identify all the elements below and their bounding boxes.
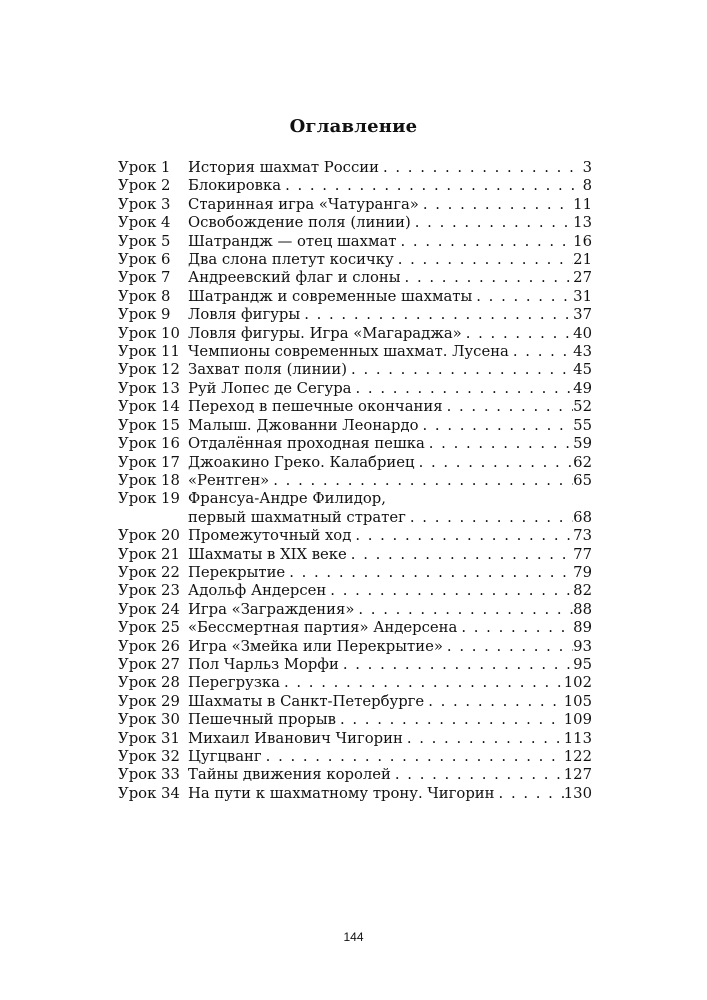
page-reference: 43 [573, 343, 592, 361]
lesson-title: Игра «Заграждения» [188, 600, 355, 618]
dot-leader [347, 361, 573, 379]
page-reference: 16 [573, 232, 592, 250]
page-reference: 130 [563, 784, 592, 802]
toc-entry [118, 785, 592, 803]
lesson-title: Руй Лопес де Сегура [188, 379, 352, 397]
page-reference: 37 [573, 306, 592, 324]
lesson-title: Отдалённая проходная пешка [188, 435, 425, 453]
lesson-number: Урок 28 [118, 674, 180, 692]
lesson-title: Ловля фигуры. Игра «Магараджа» [188, 324, 462, 342]
dot-leader [419, 417, 574, 435]
lesson-number: Урок 8 [118, 287, 171, 305]
lesson-title: Малыш. Джованни Леонардо [188, 416, 419, 434]
lesson-number: Урок 27 [118, 655, 180, 673]
page-reference: 59 [573, 435, 592, 453]
dot-leader [391, 766, 564, 784]
toc-entry [118, 656, 592, 674]
toc-entry [118, 490, 592, 527]
dot-leader [326, 582, 573, 600]
page-reference: 3 [582, 159, 592, 176]
dot-leader [424, 693, 564, 711]
lesson-title: Освобождение поля (линии) [188, 214, 411, 232]
lesson-title: Чемпионы современных шахмат. Лусена [188, 343, 509, 361]
lesson-number: Урок 16 [118, 435, 180, 453]
page-reference: 105 [563, 692, 592, 710]
lesson-title: Адольф Андерсен [188, 582, 327, 600]
toc-entry [118, 269, 592, 287]
toc-entry [118, 417, 592, 435]
dot-leader [406, 509, 573, 527]
lesson-number: Урок 18 [118, 471, 180, 489]
lesson-number: Урок 24 [118, 600, 180, 618]
lesson-title: Шатрандж и современные шахматы [188, 287, 473, 305]
toc-entry [118, 306, 592, 324]
lesson-title: Джоакино Греко. Калабриец [188, 453, 415, 471]
dot-leader [281, 177, 583, 195]
dot-leader [419, 196, 573, 214]
lesson-number: Урок 22 [118, 563, 180, 581]
lesson-number: Урок 17 [118, 453, 180, 471]
page-reference: 40 [573, 324, 592, 342]
lesson-title: Шахматы в Санкт-Петербурге [188, 692, 425, 710]
toc-entry [118, 730, 592, 748]
lesson-number: Урок 34 [118, 784, 180, 802]
page-reference: 102 [563, 674, 592, 692]
dot-leader [347, 546, 573, 564]
dot-leader [462, 325, 573, 343]
toc-entry [118, 674, 592, 692]
lesson-title: Промежуточный ход [188, 527, 352, 545]
dot-leader [352, 380, 574, 398]
page-reference: 65 [573, 471, 592, 489]
lesson-title: Ловля фигуры [188, 306, 301, 324]
dot-leader [457, 619, 573, 637]
page-reference: 113 [563, 729, 592, 747]
toc-entry [118, 693, 592, 711]
page-reference: 68 [573, 508, 592, 526]
toc-entry [118, 435, 592, 453]
lesson-title: Михаил Иванович Чигорин [188, 729, 403, 747]
dot-leader [495, 785, 564, 803]
lesson-title: Старинная игра «Чатуранга» [188, 195, 419, 213]
lesson-title: Перекрытие [188, 563, 286, 581]
lesson-title: Шатрандж — отец шахмат [188, 232, 397, 250]
lesson-number: Урок 23 [118, 582, 180, 600]
lesson-number: Урок 25 [118, 619, 180, 637]
page-reference: 77 [573, 545, 592, 563]
lesson-title: Пешечный прорыв [188, 711, 336, 729]
toc-entry [118, 711, 592, 729]
page-reference: 79 [573, 563, 592, 581]
page-reference: 122 [563, 748, 592, 765]
toc-entry [118, 177, 592, 195]
dot-leader [403, 730, 564, 748]
dot-leader [336, 711, 564, 729]
toc-entry [118, 380, 592, 398]
page-reference: 52 [573, 398, 592, 416]
lesson-title: Игра «Змейка или Перекрытие» [188, 637, 443, 655]
page-reference: 49 [573, 379, 592, 397]
lesson-number: Урок 13 [118, 379, 180, 397]
dot-leader [339, 656, 573, 674]
lesson-title: Пол Чарльз Морфи [188, 655, 339, 673]
lesson-number: Урок 32 [118, 748, 180, 765]
lesson-title: История шахмат России [188, 159, 379, 176]
lesson-number: Урок 29 [118, 692, 180, 710]
lesson-number: Урок 2 [118, 177, 171, 195]
dot-leader [351, 527, 573, 545]
toc-entry [118, 564, 592, 582]
lesson-title-first-line: Франсуа-Андре Филидор, [188, 490, 386, 508]
dot-leader [401, 269, 574, 287]
dot-leader [285, 564, 573, 582]
toc-entry [118, 343, 592, 361]
lesson-title: Два слона плетут косичку [188, 251, 394, 269]
page-reference: 21 [573, 251, 592, 269]
page-reference: 11 [573, 195, 592, 213]
page-reference: 45 [573, 361, 592, 379]
lesson-title: первый шахматный стратег [188, 508, 406, 526]
lesson-title: Блокировка [188, 177, 282, 195]
dot-leader [472, 288, 573, 306]
lesson-number: Урок 10 [118, 324, 180, 342]
lesson-number: Урок 9 [118, 306, 171, 324]
toc-entry [118, 454, 592, 472]
dot-leader [262, 748, 564, 766]
page-title: Оглавление [289, 116, 418, 137]
lesson-title: Андреевский флаг и слоны [188, 269, 401, 287]
lesson-title: Переход в пешечные окончания [188, 398, 443, 416]
lesson-title: Захват поля (линии) [188, 361, 348, 379]
dot-leader [394, 251, 573, 269]
dot-leader [397, 233, 574, 251]
lesson-title: Шахматы в XIX веке [188, 545, 347, 563]
lesson-number: Урок 20 [118, 527, 180, 545]
dot-leader [269, 472, 573, 490]
toc-entry [118, 325, 592, 343]
toc-entry [118, 398, 592, 416]
lesson-number: Урок 21 [118, 545, 180, 563]
lesson-number: Урок 1 [118, 159, 171, 176]
toc-entry [118, 361, 592, 379]
lesson-title: Тайны движения королей [188, 766, 391, 784]
lesson-number: Урок 15 [118, 416, 180, 434]
lesson-number: Урок 26 [118, 637, 180, 655]
page-reference: 127 [563, 766, 592, 784]
page-reference: 8 [582, 177, 592, 195]
lesson-title: На пути к шахматному трону. Чигорин [188, 784, 495, 802]
lesson-title: «Рентген» [188, 471, 270, 489]
toc-entry [118, 748, 592, 766]
lesson-number: Урок 30 [118, 711, 180, 729]
page-reference: 93 [573, 637, 592, 655]
lesson-number: Урок 14 [118, 398, 180, 416]
dot-leader [300, 306, 573, 324]
toc-entry [118, 766, 592, 784]
toc-entry [118, 619, 592, 637]
lesson-number: Урок 4 [118, 214, 171, 232]
toc-entry [118, 196, 592, 214]
toc-entry [118, 546, 592, 564]
lesson-number: Урок 7 [118, 269, 171, 287]
page-reference: 88 [573, 600, 592, 618]
lesson-title: Цугцванг [188, 748, 262, 765]
toc-entry [118, 251, 592, 269]
page-reference: 109 [563, 711, 592, 729]
toc-entry [118, 638, 592, 656]
lesson-number: Урок 6 [118, 251, 171, 269]
toc-entry [118, 159, 592, 177]
dot-leader [425, 435, 573, 453]
dot-leader [379, 159, 583, 177]
dot-leader [443, 398, 574, 416]
toc-entry [118, 472, 592, 490]
toc-entry [118, 582, 592, 600]
lesson-number: Урок 3 [118, 195, 171, 213]
toc-entry [118, 601, 592, 619]
page-reference: 62 [573, 453, 592, 471]
dot-leader [509, 343, 573, 361]
lesson-number: Урок 12 [118, 361, 180, 379]
lesson-title: «Бессмертная партия» Андерсена [188, 619, 458, 637]
table-of-contents [118, 159, 592, 803]
lesson-number: Урок 19 [118, 490, 180, 508]
lesson-title: Перегрузка [188, 674, 280, 692]
page-reference: 13 [573, 214, 592, 232]
page-reference: 27 [573, 269, 592, 287]
lesson-number: Урок 31 [118, 729, 180, 747]
toc-entry [118, 214, 592, 232]
lesson-number: Урок 33 [118, 766, 180, 784]
dot-leader [280, 674, 564, 692]
page-reference: 55 [573, 416, 592, 434]
toc-entry [118, 288, 592, 306]
page-reference: 31 [573, 287, 592, 305]
dot-leader [415, 454, 574, 472]
page-reference: 82 [573, 582, 592, 600]
page-reference: 73 [573, 527, 592, 545]
lesson-number: Урок 11 [118, 343, 180, 361]
page-reference: 89 [573, 619, 592, 637]
toc-entry [118, 233, 592, 251]
page-reference: 95 [573, 655, 592, 673]
dot-leader [443, 638, 573, 656]
dot-leader [354, 601, 573, 619]
toc-entry [118, 527, 592, 545]
page-number: 144 [343, 930, 364, 944]
lesson-number: Урок 5 [118, 232, 171, 250]
dot-leader [411, 214, 573, 232]
